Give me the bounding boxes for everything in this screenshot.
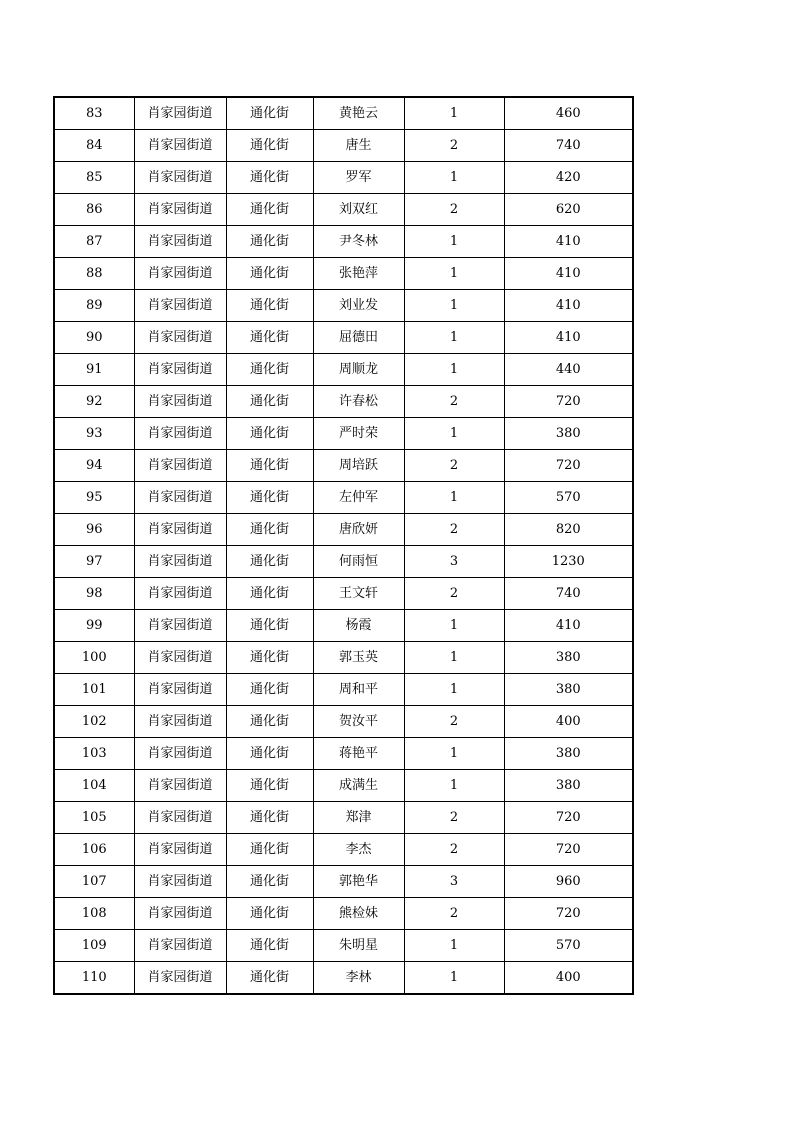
- row-number-cell: 98: [54, 578, 134, 610]
- household-size-cell: 1: [404, 97, 504, 130]
- community-cell: 通化街: [226, 226, 313, 258]
- name-cell: 郑津: [313, 802, 404, 834]
- household-size-cell: 2: [404, 578, 504, 610]
- community-cell: 通化街: [226, 802, 313, 834]
- community-cell: 通化街: [226, 482, 313, 514]
- name-cell: 罗军: [313, 162, 404, 194]
- amount-cell: 410: [504, 258, 633, 290]
- amount-cell: 1230: [504, 546, 633, 578]
- name-cell: 蒋艳平: [313, 738, 404, 770]
- subdistrict-cell: 肖家园街道: [134, 162, 226, 194]
- table-row: [54, 290, 633, 322]
- household-size-cell: 1: [404, 290, 504, 322]
- table-row: [54, 706, 633, 738]
- table-row: [54, 450, 633, 482]
- community-cell: 通化街: [226, 898, 313, 930]
- amount-cell: 380: [504, 770, 633, 802]
- subdistrict-cell: 肖家园街道: [134, 706, 226, 738]
- name-cell: 郭玉英: [313, 642, 404, 674]
- table-row: [54, 97, 633, 130]
- amount-cell: 960: [504, 866, 633, 898]
- household-size-cell: 1: [404, 322, 504, 354]
- household-size-cell: 1: [404, 770, 504, 802]
- amount-cell: 460: [504, 97, 633, 130]
- name-cell: 周顺龙: [313, 354, 404, 386]
- row-number-cell: 103: [54, 738, 134, 770]
- table-row: [54, 610, 633, 642]
- community-cell: 通化街: [226, 962, 313, 995]
- subdistrict-cell: 肖家园街道: [134, 674, 226, 706]
- name-cell: 李杰: [313, 834, 404, 866]
- row-number-cell: 105: [54, 802, 134, 834]
- table-row: [54, 770, 633, 802]
- subdistrict-cell: 肖家园街道: [134, 770, 226, 802]
- table-row: [54, 162, 633, 194]
- name-cell: 屈德田: [313, 322, 404, 354]
- subdistrict-cell: 肖家园街道: [134, 418, 226, 450]
- table-row: [54, 482, 633, 514]
- name-cell: 许春松: [313, 386, 404, 418]
- amount-cell: 420: [504, 162, 633, 194]
- name-cell: 熊检妹: [313, 898, 404, 930]
- row-number-cell: 104: [54, 770, 134, 802]
- subdistrict-cell: 肖家园街道: [134, 258, 226, 290]
- row-number-cell: 88: [54, 258, 134, 290]
- household-size-cell: 1: [404, 482, 504, 514]
- community-cell: 通化街: [226, 866, 313, 898]
- household-size-cell: 2: [404, 450, 504, 482]
- community-cell: 通化街: [226, 610, 313, 642]
- amount-cell: 720: [504, 386, 633, 418]
- row-number-cell: 99: [54, 610, 134, 642]
- subdistrict-cell: 肖家园街道: [134, 738, 226, 770]
- name-cell: 张艳萍: [313, 258, 404, 290]
- amount-cell: 720: [504, 450, 633, 482]
- community-cell: 通化街: [226, 322, 313, 354]
- household-size-cell: 1: [404, 226, 504, 258]
- row-number-cell: 108: [54, 898, 134, 930]
- community-cell: 通化街: [226, 386, 313, 418]
- household-size-cell: 2: [404, 898, 504, 930]
- subdistrict-cell: 肖家园街道: [134, 642, 226, 674]
- subdistrict-cell: 肖家园街道: [134, 930, 226, 962]
- community-cell: 通化街: [226, 450, 313, 482]
- name-cell: 唐欣妍: [313, 514, 404, 546]
- amount-cell: 400: [504, 962, 633, 995]
- community-cell: 通化街: [226, 834, 313, 866]
- name-cell: 李林: [313, 962, 404, 995]
- community-cell: 通化街: [226, 258, 313, 290]
- row-number-cell: 86: [54, 194, 134, 226]
- household-size-cell: 2: [404, 706, 504, 738]
- row-number-cell: 89: [54, 290, 134, 322]
- row-number-cell: 91: [54, 354, 134, 386]
- name-cell: 刘业发: [313, 290, 404, 322]
- amount-cell: 720: [504, 802, 633, 834]
- row-number-cell: 92: [54, 386, 134, 418]
- name-cell: 何雨恒: [313, 546, 404, 578]
- amount-cell: 410: [504, 290, 633, 322]
- table-row: [54, 898, 633, 930]
- amount-cell: 820: [504, 514, 633, 546]
- community-cell: 通化街: [226, 418, 313, 450]
- table-row: [54, 386, 633, 418]
- table-row: [54, 258, 633, 290]
- community-cell: 通化街: [226, 194, 313, 226]
- subdistrict-cell: 肖家园街道: [134, 226, 226, 258]
- household-size-cell: 3: [404, 546, 504, 578]
- household-size-cell: 1: [404, 258, 504, 290]
- row-number-cell: 94: [54, 450, 134, 482]
- household-size-cell: 2: [404, 802, 504, 834]
- community-cell: 通化街: [226, 97, 313, 130]
- table-row: [54, 322, 633, 354]
- amount-cell: 570: [504, 482, 633, 514]
- amount-cell: 380: [504, 418, 633, 450]
- household-size-cell: 2: [404, 130, 504, 162]
- row-number-cell: 97: [54, 546, 134, 578]
- table-row: [54, 354, 633, 386]
- subdistrict-cell: 肖家园街道: [134, 802, 226, 834]
- table-row: [54, 194, 633, 226]
- subdistrict-cell: 肖家园街道: [134, 354, 226, 386]
- row-number-cell: 110: [54, 962, 134, 995]
- household-size-cell: 1: [404, 962, 504, 995]
- household-size-cell: 1: [404, 162, 504, 194]
- amount-cell: 570: [504, 930, 633, 962]
- amount-cell: 380: [504, 642, 633, 674]
- amount-cell: 740: [504, 578, 633, 610]
- row-number-cell: 84: [54, 130, 134, 162]
- row-number-cell: 109: [54, 930, 134, 962]
- table-row: [54, 642, 633, 674]
- row-number-cell: 101: [54, 674, 134, 706]
- amount-cell: 380: [504, 674, 633, 706]
- table-row: [54, 834, 633, 866]
- table-body: [54, 97, 633, 994]
- table-row: [54, 578, 633, 610]
- subdistrict-cell: 肖家园街道: [134, 386, 226, 418]
- table-row: [54, 514, 633, 546]
- subdistrict-cell: 肖家园街道: [134, 578, 226, 610]
- name-cell: 朱明星: [313, 930, 404, 962]
- row-number-cell: 100: [54, 642, 134, 674]
- community-cell: 通化街: [226, 578, 313, 610]
- community-cell: 通化街: [226, 290, 313, 322]
- row-number-cell: 93: [54, 418, 134, 450]
- name-cell: 尹冬林: [313, 226, 404, 258]
- row-number-cell: 96: [54, 514, 134, 546]
- subdistrict-cell: 肖家园街道: [134, 514, 226, 546]
- subdistrict-cell: 肖家园街道: [134, 866, 226, 898]
- subdistrict-cell: 肖家园街道: [134, 194, 226, 226]
- subdistrict-cell: 肖家园街道: [134, 450, 226, 482]
- subdistrict-cell: 肖家园街道: [134, 898, 226, 930]
- data-table: [53, 96, 634, 995]
- row-number-cell: 83: [54, 97, 134, 130]
- row-number-cell: 102: [54, 706, 134, 738]
- row-number-cell: 106: [54, 834, 134, 866]
- amount-cell: 440: [504, 354, 633, 386]
- table-row: [54, 930, 633, 962]
- household-size-cell: 1: [404, 930, 504, 962]
- row-number-cell: 87: [54, 226, 134, 258]
- subdistrict-cell: 肖家园街道: [134, 482, 226, 514]
- community-cell: 通化街: [226, 738, 313, 770]
- amount-cell: 720: [504, 834, 633, 866]
- table-row: [54, 962, 633, 995]
- table-row: [54, 674, 633, 706]
- amount-cell: 400: [504, 706, 633, 738]
- subdistrict-cell: 肖家园街道: [134, 130, 226, 162]
- name-cell: 王文轩: [313, 578, 404, 610]
- amount-cell: 410: [504, 610, 633, 642]
- name-cell: 杨霞: [313, 610, 404, 642]
- community-cell: 通化街: [226, 930, 313, 962]
- subdistrict-cell: 肖家园街道: [134, 97, 226, 130]
- table-row: [54, 802, 633, 834]
- community-cell: 通化街: [226, 354, 313, 386]
- household-size-cell: 1: [404, 610, 504, 642]
- amount-cell: 620: [504, 194, 633, 226]
- name-cell: 黄艳云: [313, 97, 404, 130]
- subdistrict-cell: 肖家园街道: [134, 962, 226, 995]
- row-number-cell: 85: [54, 162, 134, 194]
- household-size-cell: 1: [404, 642, 504, 674]
- amount-cell: 720: [504, 898, 633, 930]
- household-size-cell: 2: [404, 194, 504, 226]
- community-cell: 通化街: [226, 546, 313, 578]
- amount-cell: 410: [504, 226, 633, 258]
- community-cell: 通化街: [226, 674, 313, 706]
- household-size-cell: 1: [404, 418, 504, 450]
- row-number-cell: 107: [54, 866, 134, 898]
- table-row: [54, 546, 633, 578]
- household-size-cell: 2: [404, 834, 504, 866]
- community-cell: 通化街: [226, 706, 313, 738]
- household-size-cell: 2: [404, 386, 504, 418]
- community-cell: 通化街: [226, 130, 313, 162]
- name-cell: 郭艳华: [313, 866, 404, 898]
- name-cell: 左仲军: [313, 482, 404, 514]
- community-cell: 通化街: [226, 514, 313, 546]
- household-size-cell: 1: [404, 738, 504, 770]
- amount-cell: 380: [504, 738, 633, 770]
- name-cell: 周和平: [313, 674, 404, 706]
- name-cell: 成满生: [313, 770, 404, 802]
- amount-cell: 740: [504, 130, 633, 162]
- table-row: [54, 738, 633, 770]
- name-cell: 唐生: [313, 130, 404, 162]
- row-number-cell: 90: [54, 322, 134, 354]
- amount-cell: 410: [504, 322, 633, 354]
- name-cell: 贺汝平: [313, 706, 404, 738]
- subdistrict-cell: 肖家园街道: [134, 290, 226, 322]
- name-cell: 严时荣: [313, 418, 404, 450]
- table-row: [54, 130, 633, 162]
- community-cell: 通化街: [226, 770, 313, 802]
- subdistrict-cell: 肖家园街道: [134, 834, 226, 866]
- household-size-cell: 1: [404, 674, 504, 706]
- community-cell: 通化街: [226, 642, 313, 674]
- name-cell: 周培跃: [313, 450, 404, 482]
- subdistrict-cell: 肖家园街道: [134, 546, 226, 578]
- subdistrict-cell: 肖家园街道: [134, 610, 226, 642]
- table-row: [54, 418, 633, 450]
- household-size-cell: 2: [404, 514, 504, 546]
- community-cell: 通化街: [226, 162, 313, 194]
- household-size-cell: 1: [404, 354, 504, 386]
- subdistrict-cell: 肖家园街道: [134, 322, 226, 354]
- table-row: [54, 866, 633, 898]
- table-row: [54, 226, 633, 258]
- row-number-cell: 95: [54, 482, 134, 514]
- name-cell: 刘双红: [313, 194, 404, 226]
- household-size-cell: 3: [404, 866, 504, 898]
